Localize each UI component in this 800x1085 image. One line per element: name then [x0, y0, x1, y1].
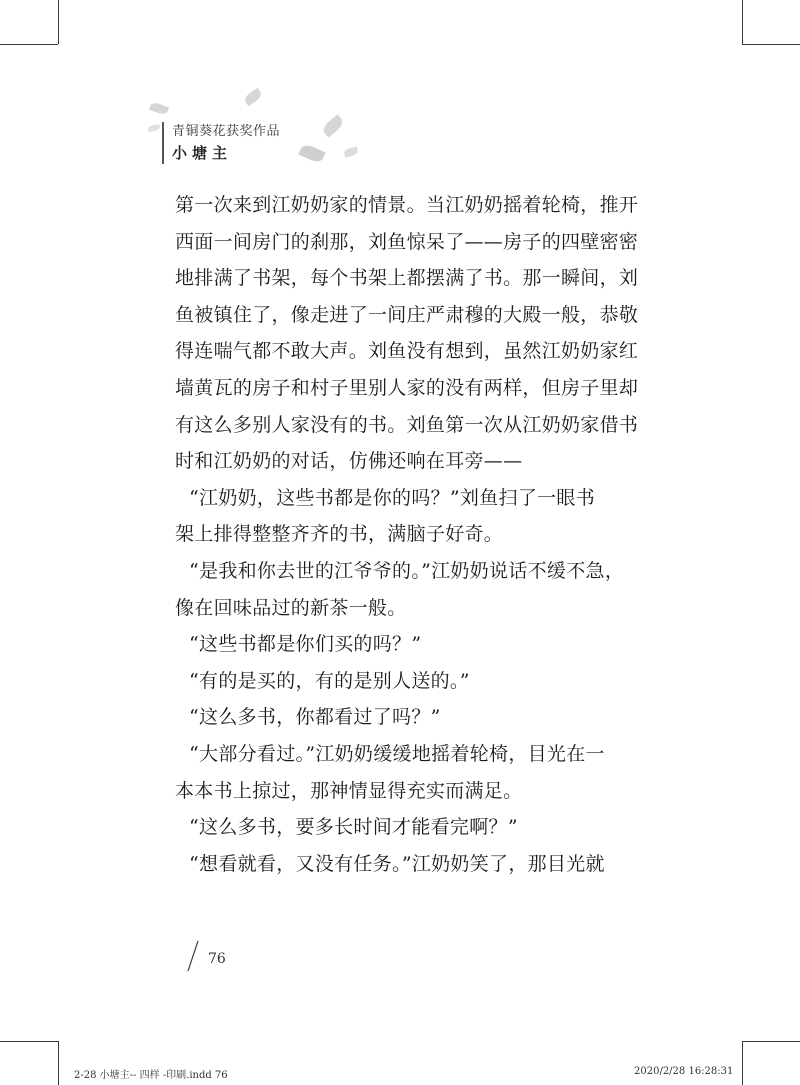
text-line: 得连喘气都不敢大声。刘鱼没有想到，虽然江奶奶家红: [175, 340, 639, 363]
text-line: “这么多书，要多长时间才能看完啊？”: [189, 816, 518, 839]
text-line: 西面一间房门的刹那，刘鱼惊呆了——房子的四壁密密: [175, 230, 639, 253]
text-line: “大部分看过。”江奶奶缓缓地摇着轮椅，目光在一: [189, 742, 605, 765]
text-line: “是我和你去世的江爷爷的。”江奶奶说话不缓不急，: [189, 559, 625, 582]
petal-decoration: [298, 143, 325, 165]
text-line: 墙黄瓦的房子和村子里别人家的没有两样，但房子里却: [175, 376, 639, 399]
text-line: 时和江奶奶的对话，仿佛还响在耳旁——: [175, 450, 523, 473]
book-title: 小塘主: [172, 144, 233, 162]
crop-mark-top-right-h: [742, 44, 800, 45]
text-line: 第一次来到江奶奶家的情景。当江奶奶摇着轮椅，推开: [175, 194, 639, 216]
crop-mark-top-right-v: [742, 0, 743, 44]
petal-decoration: [321, 114, 346, 137]
petal-decoration: [243, 88, 263, 107]
petal-decoration: [343, 146, 359, 157]
crop-mark-bottom-left-v: [58, 1041, 59, 1085]
text-line: “有的是买的，有的是别人送的。”: [189, 669, 470, 692]
crop-mark-top-left-h: [0, 44, 58, 45]
page-number: 76: [208, 951, 226, 967]
slug-file: 2-28 小塘主-- 四样 -印刷.indd 76: [74, 1070, 228, 1081]
crop-mark-bottom-left-h: [0, 1041, 58, 1042]
slug-timestamp: 2020/2/28 16:28:31: [634, 1066, 734, 1077]
crop-mark-bottom-right-h: [742, 1041, 800, 1042]
text-line: 像在回味品过的新茶一般。: [175, 596, 407, 619]
crop-mark-bottom-right-v: [742, 1041, 743, 1085]
petal-decoration: [148, 124, 161, 132]
text-line: 鱼被镇住了，像走进了一间庄严肃穆的大殿一般，恭敬: [175, 303, 639, 326]
text-line: “这些书都是你们买的吗？”: [189, 633, 422, 656]
text-line: 架上排得整整齐齐的书，满脑子好奇。: [175, 523, 504, 546]
text-line: 本本书上掠过，那神情显得充实而满足。: [175, 779, 523, 802]
text-line: 有这么多别人家没有的书。刘鱼第一次从江奶奶家借书: [175, 413, 639, 436]
text-line: “江奶奶，这些书都是你的吗？”刘鱼扫了一眼书: [189, 486, 596, 509]
series-title: 青铜葵花获奖作品: [172, 124, 281, 139]
folio-slash: [186, 940, 200, 972]
text-line: 地排满了书架，每个书架上都摆满了书。那一瞬间，刘: [175, 267, 639, 290]
text-line: “这么多书，你都看过了吗？”: [189, 706, 441, 729]
header-rule: [162, 122, 164, 164]
body-text: [175, 187, 639, 882]
crop-mark-top-left-v: [58, 0, 59, 44]
petal-decoration: [149, 101, 169, 116]
text-line: “想看就看，又没有任务。”江奶奶笑了，那目光就: [189, 852, 605, 875]
